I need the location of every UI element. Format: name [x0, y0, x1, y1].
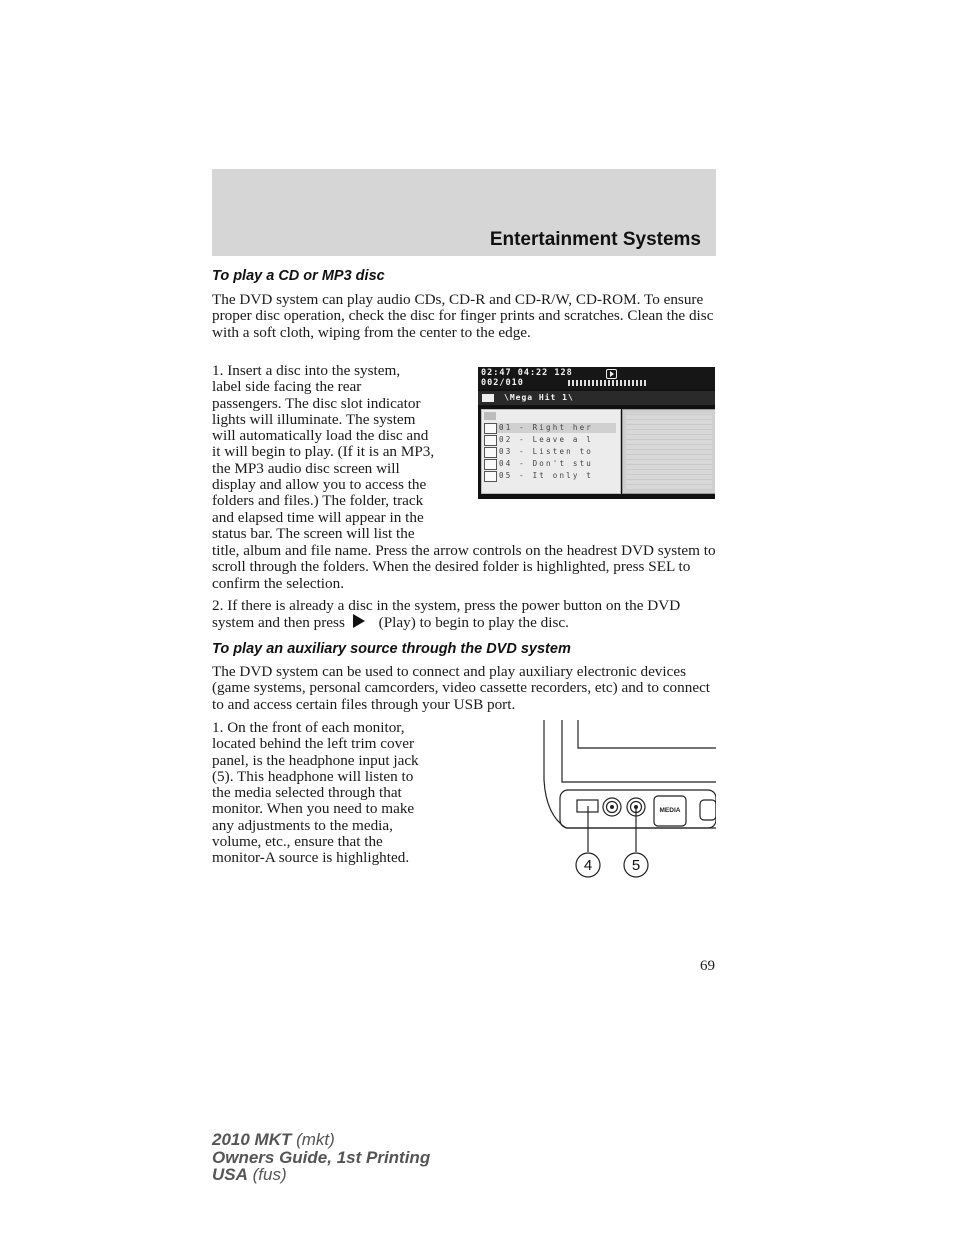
audio-file-icon: [484, 471, 497, 482]
track-title: 04 - Don't stu: [499, 459, 594, 468]
aux-step1-line: panel, is the headphone input jack: [212, 751, 419, 769]
track-title: 01 - Right her: [499, 423, 594, 432]
audio-file-icon: [484, 435, 497, 446]
audio-file-icon: [484, 459, 497, 470]
callout-4-label: 4: [583, 857, 593, 874]
track-list: [481, 409, 621, 494]
footer-model: 2010 MKT: [212, 1130, 292, 1149]
info-panel-inner: [626, 413, 712, 490]
cd-step1-line: passengers. The disc slot indicator: [212, 394, 421, 412]
callout-5-label: 5: [631, 857, 641, 874]
page-number: 69: [700, 958, 715, 974]
play-indicator-icon: [606, 369, 617, 379]
aux-step1-line: monitor. When you need to make: [212, 800, 415, 818]
footer-line-model: [212, 1131, 430, 1149]
track-title: 03 - Listen to: [499, 447, 594, 456]
heading-play-cd: To play a CD or MP3 disc: [212, 268, 385, 284]
monitor-housing-outline: [544, 720, 716, 828]
headphone-jack-center: [634, 805, 638, 809]
monitor-screen-edge: [578, 720, 716, 748]
track-title: 02 - Leave a l: [499, 435, 594, 444]
heading-aux-source: To play an auxiliary source through the DVD system: [212, 641, 571, 657]
footer-region-code: (fus): [252, 1165, 287, 1184]
track-row: [484, 459, 616, 469]
header-band: [212, 169, 716, 256]
mp3-screen-figure: [478, 367, 715, 499]
aux-step1-line: any adjustments to the media,: [212, 816, 393, 834]
track-row: [484, 447, 616, 457]
track-row: [484, 471, 616, 481]
footer-guide: Owners Guide, 1st Printing: [212, 1147, 431, 1167]
folder-icon: [482, 394, 494, 402]
side-button: [700, 800, 716, 820]
cd-step1-line: display and allow you to access the: [212, 476, 427, 494]
audio-file-icon: [484, 423, 497, 434]
cd-step2-paragraph: [212, 598, 716, 632]
av-jack-center: [610, 805, 614, 809]
cd-step1-continuation: title, album and file name. Press the arrow controls on the headrest DVD system to scroll through the folders. When the desired folder is highlighted, press SEL to confirm the selection.: [212, 542, 716, 592]
status-bar: [478, 367, 715, 389]
aux-step1-line: volume, etc., ensure that the: [212, 833, 383, 851]
footer: [212, 1131, 430, 1184]
cd-step1-line: label side facing the rear: [212, 378, 362, 396]
footer-model-code: (mkt): [296, 1130, 335, 1149]
aux-step1-line: located behind the left trim cover: [212, 735, 414, 753]
monitor-screen-bezel: [562, 720, 716, 782]
aux-step1-line: 1. On the front of each monitor,: [212, 719, 405, 736]
info-panel: [622, 409, 715, 494]
monitor-jack-illustration: [540, 720, 716, 885]
media-label: MEDIA: [659, 807, 681, 814]
cd-step1-line: status bar. The screen will list the: [212, 524, 415, 542]
folder-path: \Mega Hit 1\: [504, 393, 574, 402]
level-meter: [568, 380, 648, 386]
cd-step1-line: folders and files.) The folder, track: [212, 492, 424, 510]
cd-step2-text-after: (Play) to begin to play the disc.: [378, 614, 569, 632]
status-time-bitrate: 02:47 04:22 128: [481, 368, 573, 378]
cd-step1-paragraph: [212, 363, 462, 542]
cd-step2-text-before: 2. If there is already a disc in the system, press the power button on the DVD system and then press: [212, 597, 681, 632]
footer-line-region: [212, 1166, 430, 1184]
section-title: Entertainment Systems: [489, 229, 701, 250]
cd-step1-line: will automatically load the disc and: [212, 427, 429, 445]
status-track-count: 002/010: [481, 378, 524, 388]
footer-region: USA: [212, 1165, 248, 1184]
track-title: 05 - It only t: [499, 471, 594, 480]
audio-file-icon: [484, 447, 497, 458]
track-row: [484, 423, 616, 433]
aux-step1-line: (5). This headphone will listen to: [212, 767, 414, 785]
aux-step1-line: monitor-A source is highlighted.: [212, 849, 410, 867]
cd-step1-line: lights will illuminate. The system: [212, 410, 416, 428]
folder-up-icon: [484, 412, 496, 420]
track-row: [484, 435, 616, 445]
aux-step1-paragraph: [212, 720, 462, 867]
aux-step1-line: the media selected through that: [212, 784, 402, 802]
footer-line-guide: [212, 1149, 430, 1167]
aux-intro-paragraph: The DVD system can be used to connect and play auxiliary electronic devices (game systems, personal camcorders, video cassette recorders, etc) and to connect to and access certain files through your USB port.: [212, 663, 711, 713]
cd-step1-line: the MP3 audio disc screen will: [212, 459, 400, 477]
control-panel: [560, 790, 716, 828]
play-triangle-icon: [353, 614, 365, 628]
cd-step1-line: 1. Insert a disc into the system,: [212, 362, 401, 379]
folder-path-bar: [478, 391, 715, 405]
cd-step1-line: and elapsed time will appear in the: [212, 508, 424, 526]
cd-intro-paragraph: The DVD system can play audio CDs, CD-R and CD-R/W, CD-ROM. To ensure proper disc operation, check the disc for finger prints and scratches. Clean the disc with a soft cloth, wiping from the center to the edge.: [212, 291, 714, 341]
cd-step1-line: it will begin to play. (If it is an MP3,: [212, 443, 435, 461]
